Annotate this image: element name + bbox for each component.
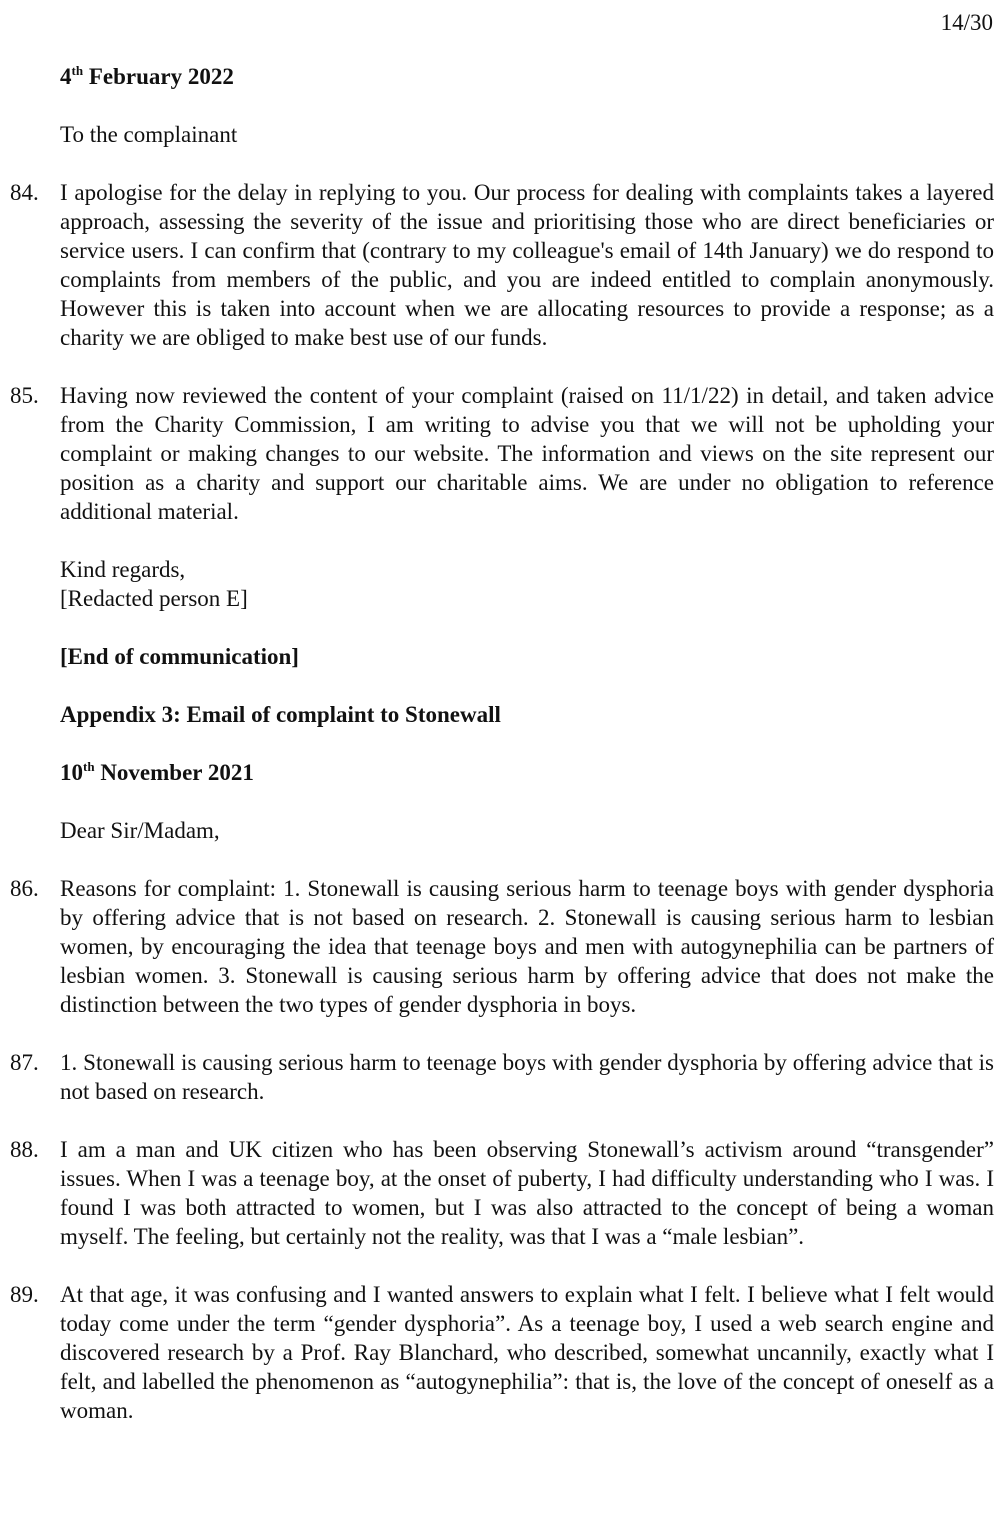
letter-salutation: To the complainant xyxy=(60,122,238,147)
numbered-paragraph-86 xyxy=(10,874,994,1019)
numbered-paragraph-84 xyxy=(10,178,994,352)
paragraph-number: 88. xyxy=(10,1137,39,1162)
end-of-communication: [End of communication] xyxy=(60,644,299,669)
appendix-date-rest: November 2021 xyxy=(94,760,254,785)
appendix-salutation: Dear Sir/Madam, xyxy=(60,818,220,843)
paragraph-text: At that age, it was confusing and I wanted answers to explain what I felt. I believe what I felt would today come under the term “gender dysphoria”. As a teenage boy, I used a web search engine and discovered research by a Prof. Ray Blanchard, who described, somewhat uncannily, exactly what I felt, and labelled the phenomenon as “autogynephilia”: that is, the love of the concept of oneself as a woman. xyxy=(60,1282,994,1423)
page-number: 14/30 xyxy=(940,10,993,35)
signature-block xyxy=(60,555,994,613)
numbered-paragraph-88 xyxy=(10,1135,994,1251)
numbered-paragraph-87 xyxy=(10,1048,994,1106)
paragraph-text: 1. Stonewall is causing serious harm to teenage boys with gender dysphoria by offering advice that is not based on research. xyxy=(60,1050,994,1104)
appendix-date-day: 10 xyxy=(60,760,83,785)
paragraph-number: 89. xyxy=(10,1282,39,1307)
appendix-heading: Appendix 3: Email of complaint to Stonewall xyxy=(60,702,501,727)
document-body xyxy=(10,62,994,1454)
paragraph-text: I apologise for the delay in replying to you. Our process for dealing with complaints takes a layered approach, assessing the severity of the issue and prioritising those who are direct beneficiaries or service users. I can confirm that (contrary to my colleague's email of 14th January) we do respond to complaints from members of the public, and you are indeed entitled to complain anonymously. However this is taken into account when we are allocating resources to provide a response; as a charity we are obliged to make best use of our funds. xyxy=(60,180,994,350)
paragraph-number: 87. xyxy=(10,1050,39,1075)
signer-name: [Redacted person E] xyxy=(60,586,248,611)
paragraph-number: 86. xyxy=(10,876,39,901)
letter-date-rest: February 2022 xyxy=(83,64,234,89)
paragraph-text: Reasons for complaint: 1. Stonewall is causing serious harm to teenage boys with gender dysphoria by offering advice that is not based on research. 2. Stonewall is causing serious harm to lesbian women, by encouraging the idea that teenage boys and men with autogynephilia can be partners of lesbian women. 3. Stonewall is causing serious harm by offering advice that does not make the distinction between the two types of gender dysphoria in boys. xyxy=(60,876,994,1017)
paragraph-text: Having now reviewed the content of your complaint (raised on 11/1/22) in detail, and taken advice from the Charity Commission, I am writing to advise you that we will not be upholding your complaint or making changes to our website. The information and views on the site represent our position as a charity and support our charitable aims. We are under no obligation to reference additional material. xyxy=(60,383,994,524)
paragraph-number: 84. xyxy=(10,180,39,205)
numbered-paragraph-85 xyxy=(10,381,994,526)
letter-date-suffix: th xyxy=(71,63,84,78)
appendix-date-suffix: th xyxy=(83,759,95,774)
appendix-date xyxy=(60,758,994,787)
paragraph-number: 85. xyxy=(10,383,39,408)
signoff: Kind regards, xyxy=(60,557,186,582)
numbered-paragraph-89 xyxy=(10,1280,994,1425)
paragraph-text: I am a man and UK citizen who has been observing Stonewall’s activism around “transgender” issues. When I was a teenage boy, at the onset of puberty, I had difficulty understanding who I was. I found I was both attracted to women, but I was also attracted to the concept of being a woman myself. The feeling, but certainly not the reality, was that I was a “male lesbian”. xyxy=(60,1137,994,1249)
letter-date xyxy=(60,62,994,91)
letter-date-day: 4 xyxy=(60,64,72,89)
